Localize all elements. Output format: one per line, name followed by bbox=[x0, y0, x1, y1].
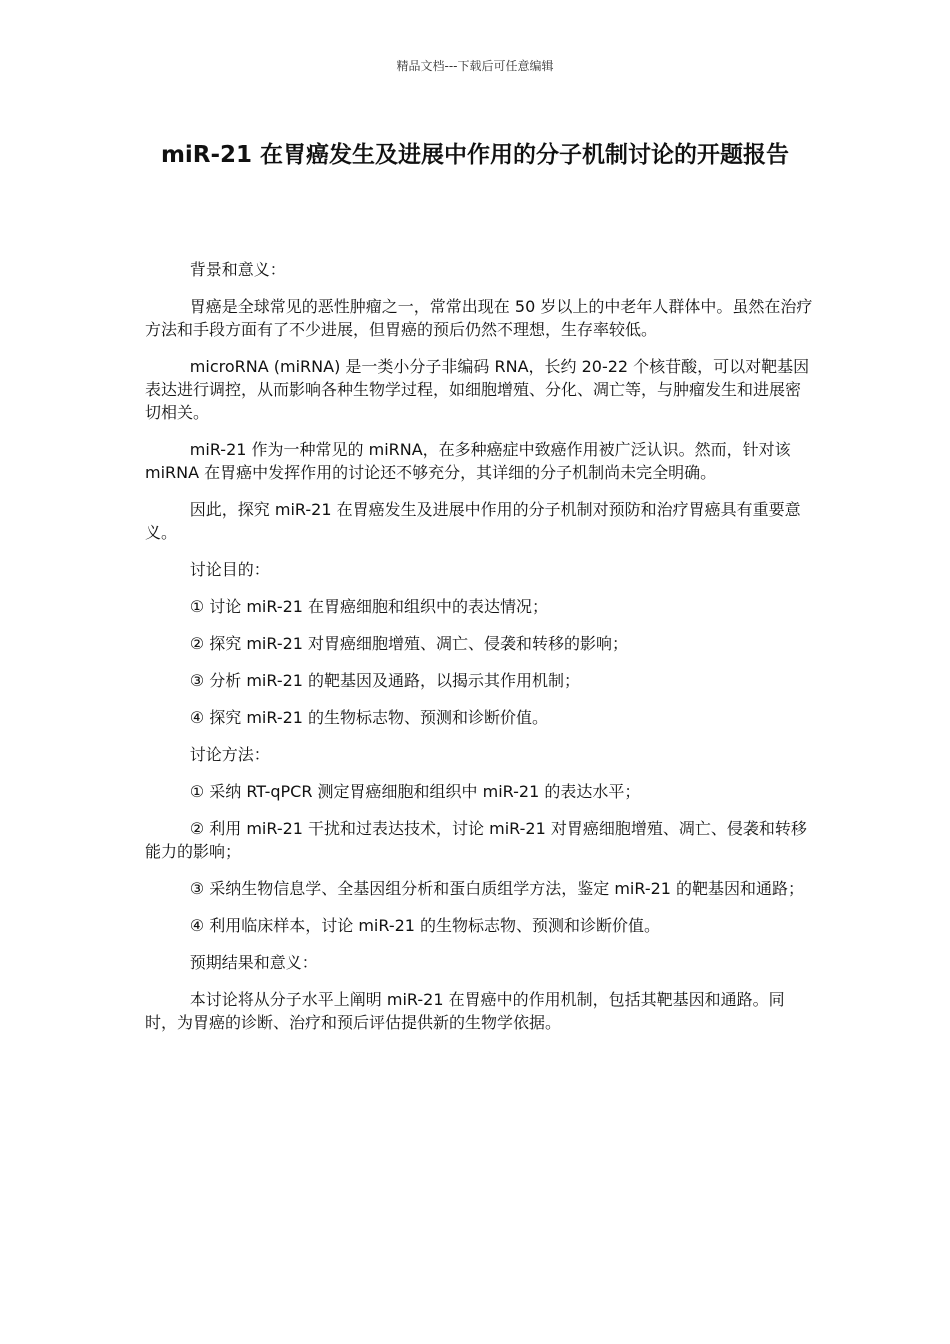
paragraph: microRNA (miRNA) 是一类小分子非编码 RNA，长约 20-22 个核苷酸，可以对靶基因表达进行调控，从而影响各种生物学过程，如细胞增殖、分化、凋亡等，与肿瘤发生和进展密切相关。 bbox=[145, 357, 810, 422]
list-item: ③ 分析 miR-21 的靶基因及通路，以揭示其作用机制； bbox=[189, 671, 581, 690]
document-body bbox=[145, 258, 815, 1048]
section-heading-expected-results: 预期结果和意义： bbox=[189, 953, 318, 972]
paragraph: 胃癌是全球常见的恶性肿瘤之一，常常出现在 50 岁以上的中老年人群体中。虽然在治疗方法和手段方面有了不少进展，但胃癌的预后仍然不理想，生存率较低。 bbox=[145, 297, 813, 339]
list-item: ① 讨论 miR-21 在胃癌细胞和组织中的表达情况； bbox=[189, 597, 549, 616]
paragraph: miR-21 作为一种常见的 miRNA，在多种癌症中致癌作用被广泛认识。然而，针对该 miRNA 在胃癌中发挥作用的讨论还不够充分，其详细的分子机制尚未完全明确。 bbox=[145, 440, 791, 482]
list-item: ① 采纳 RT-qPCR 测定胃癌细胞和组织中 miR-21 的表达水平； bbox=[189, 782, 641, 801]
header-note: 精品文档---下载后可任意编辑 bbox=[396, 59, 554, 73]
list-item: ② 利用 miR-21 干扰和过表达技术，讨论 miR-21 对胃癌细胞增殖、凋亡、侵袭和转移能力的影响； bbox=[145, 819, 807, 861]
list-item: ④ 利用临床样本，讨论 miR-21 的生物标志物、预测和诊断价值。 bbox=[189, 916, 661, 935]
section-heading-background: 背景和意义： bbox=[189, 260, 286, 279]
paragraph: 本讨论将从分子水平上阐明 miR-21 在胃癌中的作用机制，包括其靶基因和通路。同时，为胃癌的诊断、治疗和预后评估提供新的生物学依据。 bbox=[145, 990, 785, 1032]
paragraph: 因此，探究 miR-21 在胃癌发生及进展中作用的分子机制对预防和治疗胃癌具有重要意义。 bbox=[145, 500, 801, 542]
section-heading-objectives: 讨论目的： bbox=[189, 560, 270, 579]
section-heading-methods: 讨论方法： bbox=[189, 745, 270, 764]
document-title: miR-21 在胃癌发生及进展中作用的分子机制讨论的开题报告 bbox=[160, 142, 790, 168]
list-item: ③ 采纳生物信息学、全基因组分析和蛋白质组学方法，鉴定 miR-21 的靶基因和通路； bbox=[189, 879, 805, 898]
list-item: ② 探究 miR-21 对胃癌细胞增殖、凋亡、侵袭和转移的影响； bbox=[189, 634, 629, 653]
list-item: ④ 探究 miR-21 的生物标志物、预测和诊断价值。 bbox=[189, 708, 549, 727]
